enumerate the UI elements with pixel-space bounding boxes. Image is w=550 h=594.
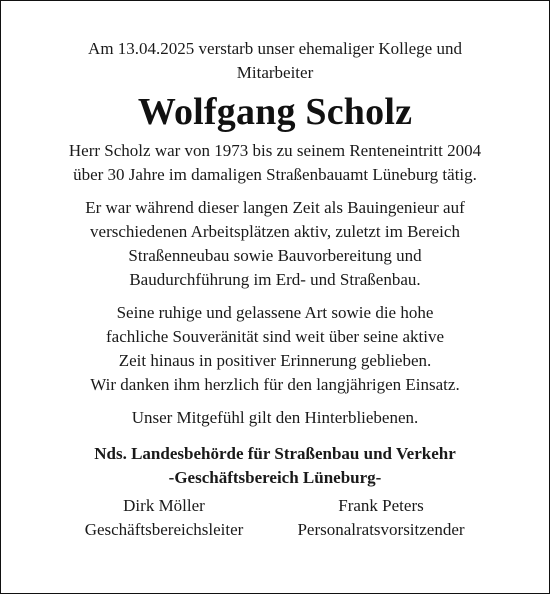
deceased-name: Wolfgang Scholz	[137, 91, 413, 133]
paragraph-line: Baudurchführung im Erd- und Straßenbau.	[129, 270, 421, 289]
signers	[21, 494, 529, 542]
paragraph-line: Herr Scholz war von 1973 bis zu seinem Renteneintritt 2004	[68, 141, 482, 160]
signer	[281, 494, 481, 542]
signer	[69, 494, 259, 542]
notice-content	[21, 37, 529, 542]
intro-line: Am 13.04.2025 verstarb unser ehemaliger Kollege und	[88, 39, 462, 58]
paragraph-line: Wir danken ihm herzlich für den langjährigen Einsatz.	[90, 375, 460, 394]
paragraph-line: verschiedenen Arbeitsplätzen aktiv, zuletzt im Bereich	[90, 222, 460, 241]
paragraph-career	[21, 139, 529, 187]
intro-text	[21, 37, 529, 85]
signer-name: Dirk Möller	[123, 496, 205, 515]
paragraph-line: Seine ruhige und gelassene Art sowie die hohe	[116, 303, 434, 322]
signer-name: Frank Peters	[338, 496, 424, 515]
paragraph-work	[21, 196, 529, 292]
signer-role: Personalratsvorsitzender	[297, 520, 465, 539]
paragraph-line: Unser Mitgefühl gilt den Hinterbliebenen.	[131, 408, 419, 427]
paragraph-condolence	[21, 406, 529, 430]
paragraph-line: fachliche Souveränität sind weit über seine aktive	[106, 327, 444, 346]
signer-role: Geschäftsbereichsleiter	[84, 520, 244, 539]
organization-block	[21, 442, 529, 490]
intro-line: Mitarbeiter	[236, 63, 314, 82]
organization-name: Nds. Landesbehörde für Straßenbau und Verkehr	[94, 444, 456, 463]
paragraph-line: über 30 Jahre im damaligen Straßenbauamt Lüneburg tätig.	[73, 165, 477, 184]
organization-division: -Geschäftsbereich Lüneburg-	[168, 468, 382, 487]
paragraph-line: Er war während dieser langen Zeit als Bauingenieur auf	[85, 198, 465, 217]
paragraph-line: Straßenneubau sowie Bauvorbereitung und	[128, 246, 422, 265]
paragraph-tribute	[21, 301, 529, 397]
paragraph-line: Zeit hinaus in positiver Erinnerung geblieben.	[118, 351, 432, 370]
